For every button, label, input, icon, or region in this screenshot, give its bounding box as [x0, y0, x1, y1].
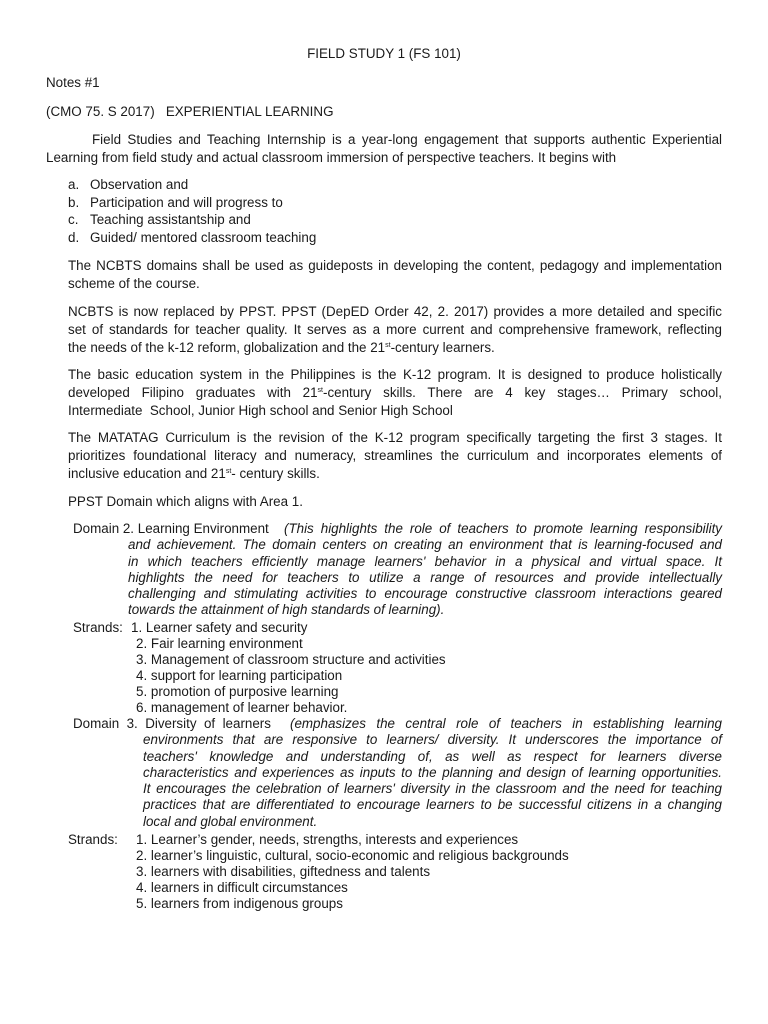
domain-3-strands-label: Strands:: [68, 832, 118, 847]
strand-item: 2. Fair learning environment: [136, 636, 303, 651]
strand-item: 4. support for learning participation: [136, 668, 343, 683]
domain-3-desc-line: (emphasizes the central role of teachers in establishing learning: [290, 716, 722, 731]
domain-2-desc-line: towards the attainment of high standards of learning).: [128, 602, 445, 618]
strand-item: 4. learners in difficult circumstances: [136, 880, 348, 895]
notes-label: Notes #1: [46, 75, 100, 90]
list-marker: c.: [68, 212, 79, 227]
list-item: Participation and will progress to: [90, 195, 283, 210]
ppst-paragraph: [68, 303, 722, 357]
strand-item: 5. promotion of purposive learning: [136, 684, 339, 699]
matatag-line-2: prioritizes foundational literacy and numeracy, streamlines the curriculum and incorporates elements of: [68, 448, 722, 463]
basic-line-2: [68, 384, 722, 402]
strand-item: 6. management of learner behavior.: [136, 700, 348, 715]
strand-item: 5. learners from indigenous groups: [136, 896, 343, 911]
matatag-line-1: The MATATAG Curriculum is the revision of the K-12 program specifically targeting the first 3 stages. It: [68, 430, 722, 445]
ncbts-paragraph: [68, 257, 722, 293]
ppst-line-2: set of standards for teacher quality. It serves as a more current and comprehensive framework, reflecting: [68, 322, 722, 337]
domain-2-desc-line: highlights the need for teachers to utilize a range of resources and provide intellectually: [128, 569, 722, 585]
intro-line-2: Learning from field study and actual classroom immersion of perspective teachers. It begins with: [46, 150, 617, 165]
matatag-paragraph: [68, 429, 722, 483]
domain-3-label: Domain 3. Diversity of learners: [73, 716, 271, 731]
basic-line-3: Intermediate School, Junior High school and Senior High School: [68, 403, 453, 418]
strand-item: 3. learners with disabilities, giftedness and talents: [136, 864, 431, 879]
ppst-line-3-text: the needs of the k-12 reform, globalization and the 21: [68, 340, 386, 355]
list-item: Guided/ mentored classroom teaching: [90, 230, 317, 245]
domain-2-desc-line: in which teachers efficiently manage learners' behavior in a physical and virtual space. It: [128, 553, 722, 569]
basic-line-1: The basic education system in the Philippines is the K-12 program. It is designed to produce holistically: [68, 367, 722, 382]
list-item: Teaching assistantship and: [90, 212, 251, 227]
ncbts-line-1: The NCBTS domains shall be used as guideposts in developing the content, pedagogy and implementation: [68, 258, 722, 273]
ncbts-line-2: scheme of the course.: [68, 276, 200, 291]
ppst-line-1: NCBTS is now replaced by PPST. PPST (DepED Order 42, 2. 2017) provides a more detailed and specific: [68, 304, 722, 319]
basic-line-2-tail: -century skills. There are 4 key stages… Primary school,: [323, 385, 722, 400]
domain-3-desc-line: environments that are responsive to learners/ diversity. It underscores the importance of: [143, 732, 722, 748]
document-title: FIELD STUDY 1 (FS 101): [307, 46, 461, 61]
domain-2-strands-label: Strands:: [73, 620, 123, 635]
matatag-line-3: [68, 465, 722, 483]
strand-item: 3. Management of classroom structure and activities: [136, 652, 446, 667]
list-marker: b.: [68, 195, 80, 210]
domain-3-desc-line: It encourages the celebration of learners' diversity in the classroom and the need for teaching: [143, 781, 722, 797]
domain-2-desc-line: challenging and stimulating activities to encourage constructive classroom interactions geared: [128, 586, 722, 602]
ppst-line-3: [68, 339, 722, 357]
matatag-line-3-tail: - century skills.: [231, 466, 320, 481]
domain-3-desc-line: practices that are differentiated to encourage learners to be successful citizens in a changing: [143, 797, 722, 813]
intro-paragraph: [46, 131, 722, 167]
superscript: st: [317, 387, 323, 394]
strand-item: 1. Learner safety and security: [131, 620, 308, 635]
strand-item: 1. Learner’s gender, needs, strengths, interests and experiences: [136, 832, 519, 847]
superscript: st: [225, 468, 232, 475]
basic-education-paragraph: [68, 366, 722, 420]
domain-2-label: Domain 2. Learning Environment: [73, 521, 269, 536]
domain-2-desc-line: (This highlights the role of teachers to promote learning responsibility: [284, 521, 722, 536]
domain-2-desc-line: and achievement. The domain centers on creating an environment that is learning-focused and: [128, 537, 722, 553]
matatag-line-3-text: inclusive education and 21: [68, 466, 226, 481]
domain-3-desc-line: characteristics and experiences as inputs to the planning and design of learning opportunities.: [143, 764, 722, 780]
domain-3-desc-line: local and global environment.: [143, 813, 318, 829]
list-marker: d.: [68, 230, 80, 245]
list-item: Observation and: [90, 177, 189, 192]
domain-2-description: [128, 521, 722, 619]
domain-3-description: [143, 716, 722, 830]
intro-line-1: Field Studies and Teaching Internship is a year-long engagement that supports authentic Experiential: [92, 132, 722, 147]
section-heading: (CMO 75. S 2017) EXPERIENTIAL LEARNING: [46, 104, 334, 119]
ppst-line-3-tail: -century learners.: [390, 340, 495, 355]
basic-line-2-text: developed Filipino graduates with 21: [68, 385, 318, 400]
strand-item: 2. learner’s linguistic, cultural, socio-economic and religious backgrounds: [136, 848, 569, 863]
ppst-domain-intro: PPST Domain which aligns with Area 1.: [68, 494, 303, 509]
domain-3-desc-line: teachers' knowledge and understanding of, as well as respect for learners diverse: [143, 748, 722, 764]
superscript: st: [385, 342, 391, 349]
list-marker: a.: [68, 177, 80, 192]
